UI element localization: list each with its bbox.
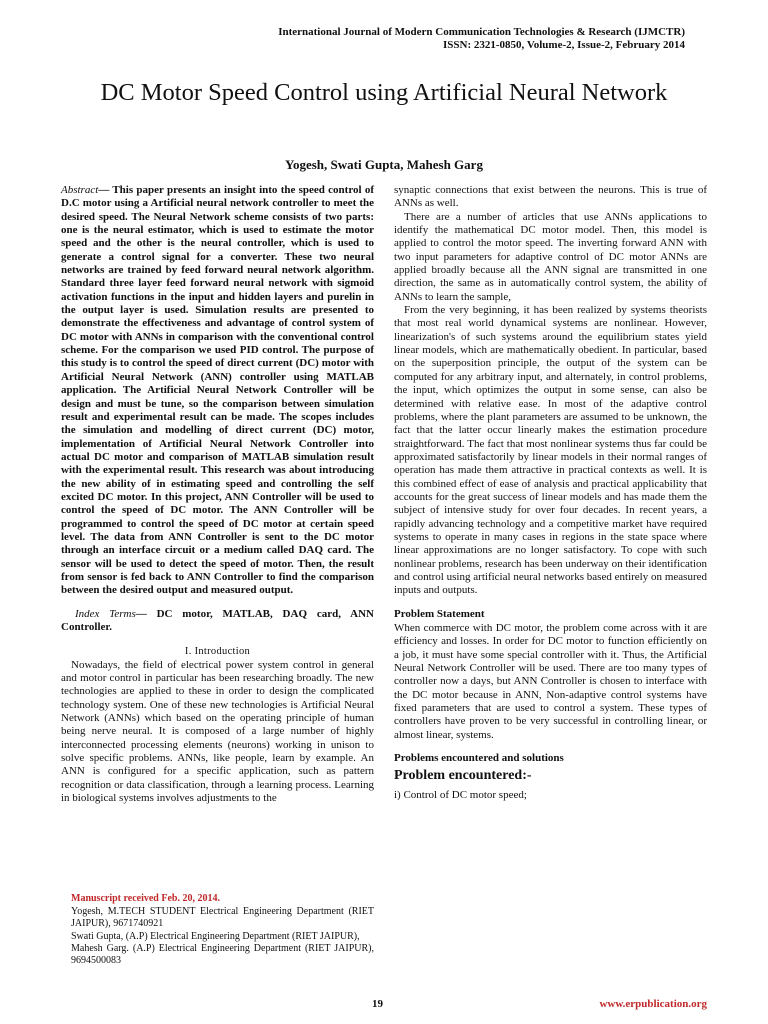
footnote-author-3: Mahesh Garg. (A.P) Electrical Engineering Department (RIET JAIPUR), 9694500083 [71, 942, 374, 967]
page-number: 19 [372, 998, 383, 1010]
introduction-paragraph: Nowadays, the field of electrical power system control in general and motor control in particular has been researching broadly. The new technologies are applied to these in order to design the complicated technology system. One of these new technologies is Artificial Neural Network (ANNs) which based on the operating principle of human being nerve neural. It is composed of a large number of highly interconnected processing elements (neurons) working in unison to solve specific problems. ANNs, like people, learn by example. An ANN is configured for a specific application, such as pattern recognition or data classification, through a learning process. Learning in biological systems involves adjustments to the [61, 658, 374, 805]
footnote-author-1: Yogesh, M.TECH STUDENT Electrical Engineering Department (RIET JAIPUR), 9671740921 [71, 906, 374, 930]
issn-line: ISSN: 2321-0850, Volume-2, Issue-2, February 2014 [442, 39, 685, 51]
index-terms-label: Index Terms [75, 607, 136, 620]
solutions-heading: Problems encountered and solutions [394, 752, 564, 765]
problem-statement-text: When commerce with DC motor, the problem come across with it are efficiency and losses. In order for DC motor to function efficiently on a job, it must have some special controller with it. Thus, the Artificial Neural Network Controller will be used. There are too many types of controller now a days, but ANN Controller is chosen to interface with the DC motor because in ANN, Non-adaptive control systems have fixed parameters that are used to control a system. These types of controllers have proven to be very successful in controlling linear, or almost linear, systems. [394, 622, 707, 741]
index-terms-text: — DC motor, MATLAB, DAQ card, ANN Controller. [61, 607, 374, 633]
website-link[interactable]: www.erpublication.org [599, 998, 707, 1010]
index-terms [61, 608, 374, 635]
footnote-author-2: Swati Gupta, (A.P) Electrical Engineering Department (RIET JAIPUR), [71, 930, 360, 942]
manuscript-received: Manuscript received Feb. 20, 2014. [71, 893, 220, 904]
paragraph-continued: synaptic connections that exist between the neurons. This is true of ANNs as well. [394, 184, 707, 210]
paper-title: DC Motor Speed Control using Artificial Neural Network [100, 79, 668, 106]
abstract-label: Abstract [61, 184, 99, 196]
paper-authors: Yogesh, Swati Gupta, Mahesh Garg [285, 157, 483, 172]
list-item-1: i) Control of DC motor speed; [394, 788, 527, 801]
right-column [394, 184, 707, 802]
abstract-text: — This paper presents an insight into the speed control of D.C motor using a Artificial neural network controller to meet the desired speed. The Neural Network scheme consists of two parts: one is the neural estimator, which is used to estimate the motor speed and the other is the neural controller, which is used to generate a control signal for a converter. These two neural networks are trained by feed forward neural network algorithm. Standard three layer feed forward neural network with sigmoid activation functions in the input and hidden layers and purelin in the output layer is used. Simulation results are presented to demonstrate the effectiveness and advantage of control system of DC motor with ANNs in comparison with the conventional control scheme. For the comparison we used PID control. The purpose of this study is to control the speed of direct current (DC) motor with Artificial Neural Network (ANN) controller using MATLAB application. The Artificial Neural Network Controller will be design and must be tune, so the comparison between simulation result and experimental result can be made. The scopes includes the simulation and modelling of direct current (DC) motor, implementation of Artificial Neural Network Controller into actual DC motor and comparison of MATLAB simulation result with the experimental result. This research was about introducing the new ability of in estimating speed and controlling the self excited DC motor. In this project, ANN Controller will be used to control the speed of DC motor. The ANN Controller will be programmed to control the speed of DC motor at certain speed level. The data from ANN Controller is sent to the DC motor through an interface circuit or a medium called DAQ card. The sensor will be used to detect the speed of motor. Then, the result from sensor is fed back to ANN Controller to find the comparison between the desired output and measured output. [61, 184, 374, 597]
problem-encountered-heading: Problem encountered:- [394, 768, 532, 784]
journal-header: International Journal of Modern Communication Technologies & Research (IJMCTR) [278, 26, 685, 38]
footnote [61, 893, 374, 967]
abstract [61, 184, 374, 598]
problem-statement-heading: Problem Statement [394, 607, 485, 620]
paragraph-ann-applications: There are a number of articles that use ANNs applications to identify the mathematical DC motor model. Then, this model is applied to control the motor speed. The inverting forward ANN with two input parameters for adaptive control of DC motor ANNs are applied broadly because all the ANN signal are transmitted in one direction, the same as in automatically control system, the ability of ANNs to learn the sample, [394, 210, 707, 303]
left-column [61, 184, 374, 805]
paragraph-nonlinear-systems: From the very beginning, it has been realized by systems theorists that most real world dynamical systems are nonlinear. However, linearization's of such systems around the equilibrium states yield linear models, which are mathematically obedient. In particular, based on the superposition principle, the output of the system can be computed for any arbitrary input, and alternately, in control problems, the input, which optimizes the output in some sense, can also be determined with relative ease. In most of the adaptive control problems, where the plant parameters are assumed to be unknown, the fact that the latter occur linearly makes the estimation procedure straightforward. The fact that most nonlinear systems thus far could be approximated satisfactorily by linear models in their normal ranges of operation has made them attractive in practical contexts as well. It is this combined effect of ease of analysis and practical applicability that accounts for the great success of linear models and has made them the subject of intensive study for over four decades. In recent years, a rapidly advancing technology and a competitive market have required systems to operate in many cases in regions in the state space where linear approximations are no longer satisfactory. To cope with such nonlinear problems, research has been underway on their identification and control using artificial neural networks based entirely on measured inputs and outputs. [394, 304, 707, 597]
section-heading-introduction: I. Introduction [184, 646, 251, 658]
